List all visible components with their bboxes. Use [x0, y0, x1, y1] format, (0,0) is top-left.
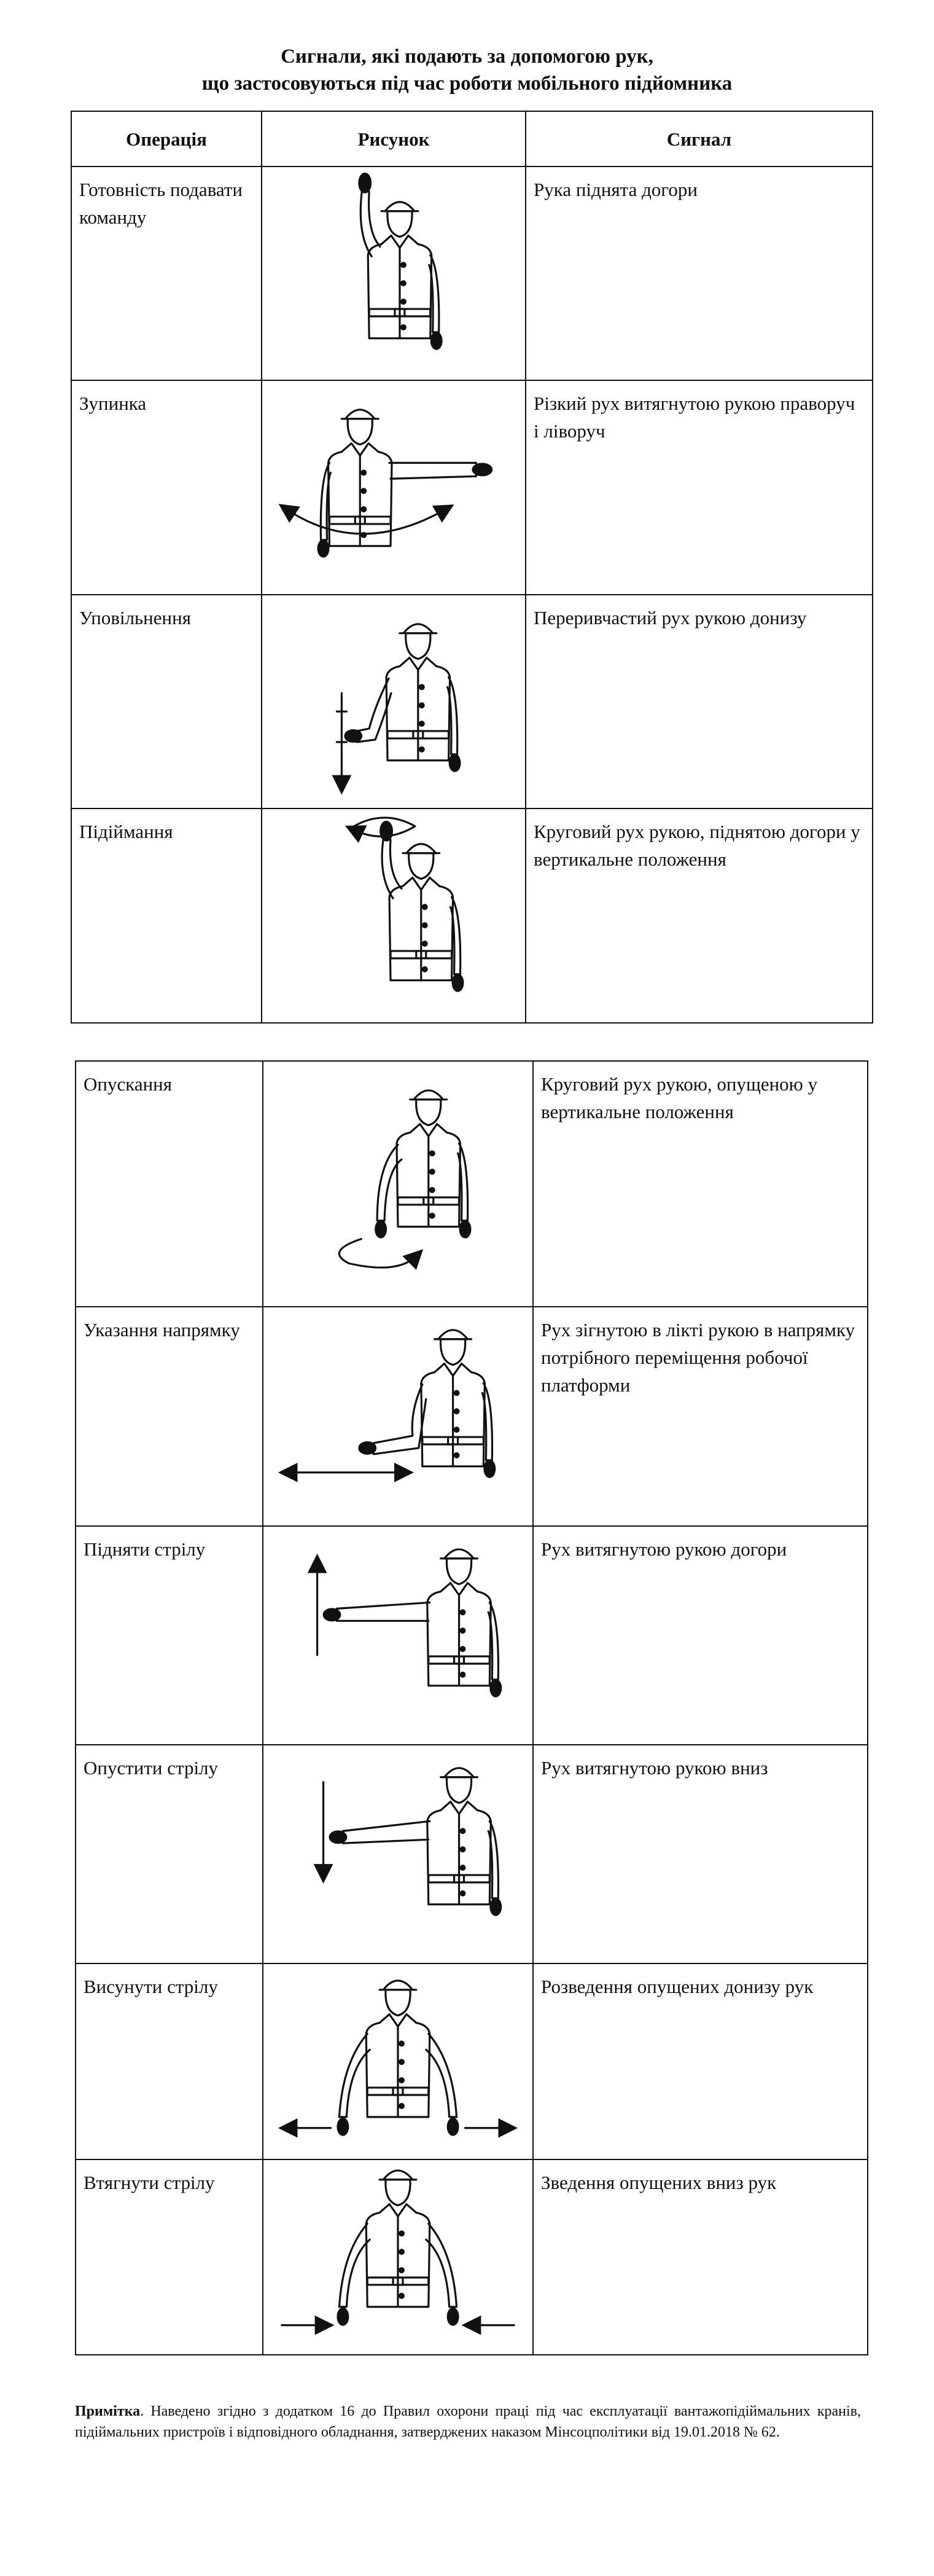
person-arms-together-icon	[263, 2160, 532, 2355]
table-row	[76, 1061, 868, 1307]
signal-cell: Рух витягнутою рукою догори	[533, 1526, 868, 1745]
header-operation: Операція	[71, 111, 262, 166]
figure-cell	[263, 1061, 533, 1307]
table-row	[71, 380, 873, 594]
person-arm-horizontal-swing-icon	[262, 381, 525, 593]
person-arm-down-intermittent-icon	[262, 595, 525, 808]
table-row	[71, 166, 873, 380]
signal-cell: Рух зігнутою в лікті рукою в напрямку потрібного переміщення робочої платформи	[533, 1307, 868, 1525]
signal-cell: Переривчастий рух рукою донизу	[526, 595, 873, 808]
operation-cell: Опустити стрілу	[76, 1745, 263, 1963]
signals-table-bottom	[75, 1060, 868, 2355]
person-arm-raised-up-icon	[262, 167, 525, 380]
signal-cell: Рух витягнутою рукою вниз	[533, 1745, 868, 1963]
title-line-2: що застосовуються під час роботи мобільного підйомника	[201, 72, 733, 95]
table-row	[76, 1307, 868, 1525]
person-arm-extended-up-icon	[263, 1527, 532, 1744]
figure-cell	[262, 380, 526, 594]
signal-cell: Рука піднята догори	[526, 166, 873, 380]
table-row	[76, 1526, 868, 1745]
figure-cell	[262, 808, 526, 1022]
operation-cell: Втягнути стрілу	[76, 2159, 263, 2355]
signal-cell: Розведення опущених донизу рук	[533, 1963, 868, 2159]
footnote	[75, 2401, 861, 2443]
person-arm-direction-icon	[263, 1307, 532, 1525]
person-arm-extended-down-icon	[263, 1745, 532, 1963]
operation-cell: Уповільнення	[71, 595, 262, 808]
signals-table-top	[71, 111, 873, 1024]
person-arms-apart-icon	[263, 1964, 532, 2159]
operation-cell: Підняти стрілу	[76, 1526, 263, 1745]
footnote-text: . Наведено згідно з додатком 16 до Правил охорони праці під час експлуатації вантажопідіймальних кранів, підіймальних пристроїв і відповідного обладнання, затверджених наказом Мінсоцполітики від 19.01.2018 № 62.	[75, 2403, 861, 2440]
header-signal: Сигнал	[526, 111, 873, 166]
signal-cell: Зведення опущених вниз рук	[533, 2159, 868, 2355]
header-figure: Рисунок	[262, 111, 526, 166]
operation-cell: Указання напрямку	[76, 1307, 263, 1525]
person-arm-up-circular-icon	[262, 809, 525, 1022]
table-row	[76, 1745, 868, 1963]
figure-cell	[262, 595, 526, 808]
table-row	[76, 1963, 868, 2159]
figure-cell	[263, 1526, 533, 1745]
signal-cell: Круговий рух рукою, піднятою догори у вертикальне положення	[526, 808, 873, 1022]
signal-cell: Різкий рух витягнутою рукою праворуч і ліворуч	[526, 380, 873, 594]
operation-cell: Готовність подавати команду	[71, 166, 262, 380]
figure-cell	[263, 1963, 533, 2159]
operation-cell: Опускання	[76, 1061, 263, 1307]
table-row	[71, 808, 873, 1022]
operation-cell: Зупинка	[71, 380, 262, 594]
signal-cell: Круговий рух рукою, опущеною у вертикальне положення	[533, 1061, 868, 1307]
table-header-row	[71, 111, 873, 166]
table-row	[71, 595, 873, 808]
footnote-label: Примітка	[75, 2403, 141, 2419]
person-arm-down-circular-icon	[263, 1062, 532, 1306]
figure-cell	[263, 1745, 533, 1963]
figure-cell	[263, 1307, 533, 1525]
page-title	[0, 43, 934, 97]
operation-cell: Підіймання	[71, 808, 262, 1022]
table-row	[76, 2159, 868, 2355]
figure-cell	[263, 2159, 533, 2355]
figure-cell	[262, 166, 526, 380]
operation-cell: Висунути стрілу	[76, 1963, 263, 2159]
title-line-1: Сигнали, які подають за допомогою рук,	[281, 45, 653, 68]
